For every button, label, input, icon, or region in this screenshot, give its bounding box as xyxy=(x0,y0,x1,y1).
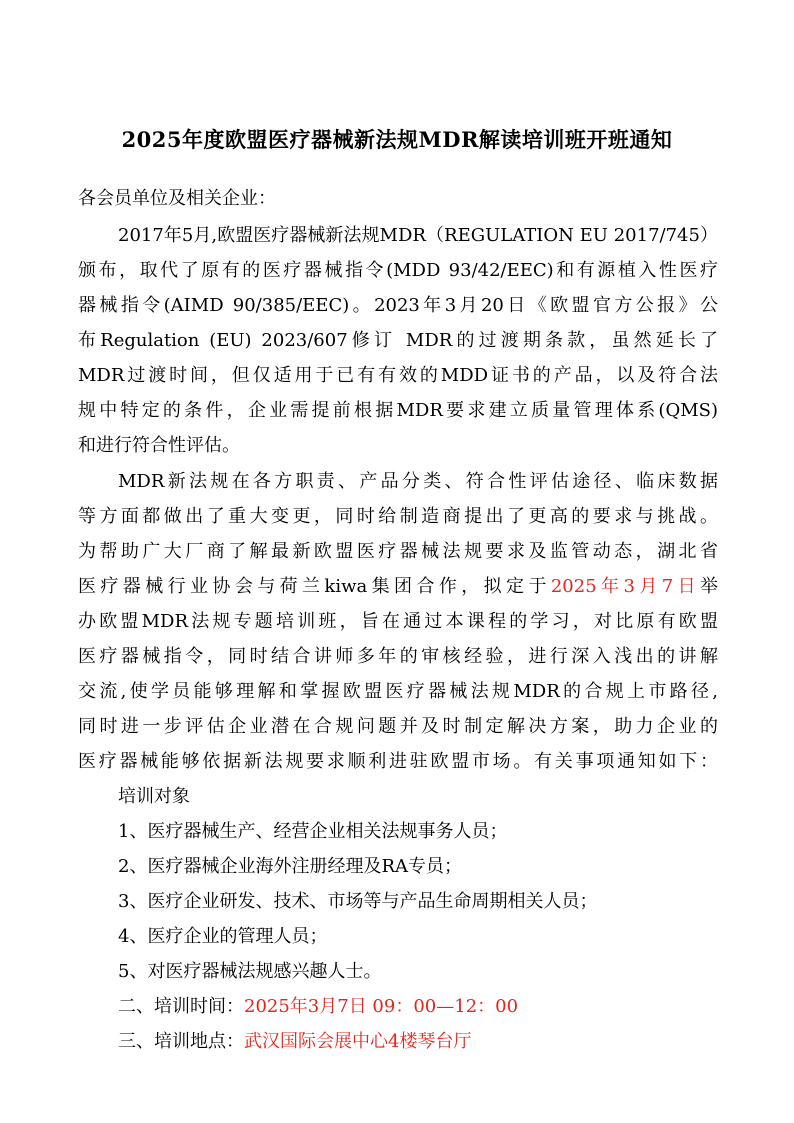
training-time xyxy=(118,995,718,1019)
paragraph-2-line-6: 医疗器械指令，同时结合讲师多年的审核经验，进行深入浅出的讲解 xyxy=(78,646,718,667)
paragraph-2-line-4 xyxy=(78,575,718,599)
paragraph-2-line-4-post: 举 xyxy=(700,576,718,597)
paragraph-1-line-3: 器械指令(AIMD 90/385/EEC)。2023年3月20日《欧盟官方公报》公 xyxy=(78,295,718,316)
paragraph-1-line-7: 和进行符合性评估。 xyxy=(78,435,240,456)
paragraph-2-line-5: 办欧盟MDR法规专题培训班，旨在通过本课程的学习，对比原有欧盟 xyxy=(78,611,718,632)
list-item: 2、医疗器械企业海外注册经理及RA专员； xyxy=(118,856,463,877)
list-item: 3、医疗企业研发、技术、市场等与产品生命周期相关人员； xyxy=(118,891,598,912)
paragraph-2-line-8: 同时进一步评估企业潜在合规问题并及时制定解决方案，助力企业的 xyxy=(78,716,718,737)
paragraph-1-line-4: 布Regulation (EU) 2023/607修订 MDR的过渡期条款，虽然延长了 xyxy=(78,330,718,351)
paragraph-2-line-1: MDR新法规在各方职责、产品分类、符合性评估途径、临床数据 xyxy=(118,471,718,492)
paragraph-1-line-6: 规中特定的条件，企业需提前根据MDR要求建立质量管理体系(QMS) xyxy=(78,400,718,421)
training-location-value: 武汉国际会展中心4楼琴台厅 xyxy=(244,1031,472,1052)
training-time-value: 2025年3月7日 09：00—12：00 xyxy=(244,996,519,1017)
paragraph-2-line-4-pre: 医疗器械行业协会与荷兰kiwa集团合作，拟定于 xyxy=(78,576,551,597)
salutation: 各会员单位及相关企业： xyxy=(78,188,276,209)
training-location xyxy=(118,1030,718,1054)
paragraph-1-line-5: MDR过渡时间，但仅适用于已有有效的MDD证书的产品，以及符合法 xyxy=(78,365,718,386)
training-date-highlight: 2025年3月7日 xyxy=(550,576,700,597)
list-item: 1、医疗器械生产、经营企业相关法规事务人员； xyxy=(118,821,508,842)
paragraph-2-line-9: 医疗器械能够依据新法规要求顺利进驻欧盟市场。有关事项通知如下： xyxy=(78,751,718,772)
paragraph-2-line-2: 等方面都做出了重大变更，同时给制造商提出了更高的要求与挑战。 xyxy=(78,506,718,527)
list-item: 5、对医疗器械法规感兴趣人士。 xyxy=(118,961,382,982)
paragraph-2-line-3: 为帮助广大厂商了解最新欧盟医疗器械法规要求及监管动态，湖北省 xyxy=(78,541,718,562)
training-location-label: 三、培训地点： xyxy=(118,1031,244,1052)
list-item: 4、医疗企业的管理人员； xyxy=(118,926,328,947)
paragraph-2-line-7: 交流,使学员能够理解和掌握欧盟医疗器械法规MDR的合规上市路径, xyxy=(78,681,718,702)
section-1-heading: 培训对象 xyxy=(118,786,190,807)
document-title: 2025年度欧盟医疗器械新法规MDR解读培训班开班通知 xyxy=(121,127,673,152)
paragraph-1-line-2: 颁布，取代了原有的医疗器械指令(MDD 93/42/EEC)和有源植入性医疗 xyxy=(78,260,718,281)
training-time-label: 二、培训时间： xyxy=(118,996,244,1017)
paragraph-1-line-1: 2017年5月,欧盟医疗器械新法规MDR（REGULATION EU 2017/745） xyxy=(118,225,718,246)
